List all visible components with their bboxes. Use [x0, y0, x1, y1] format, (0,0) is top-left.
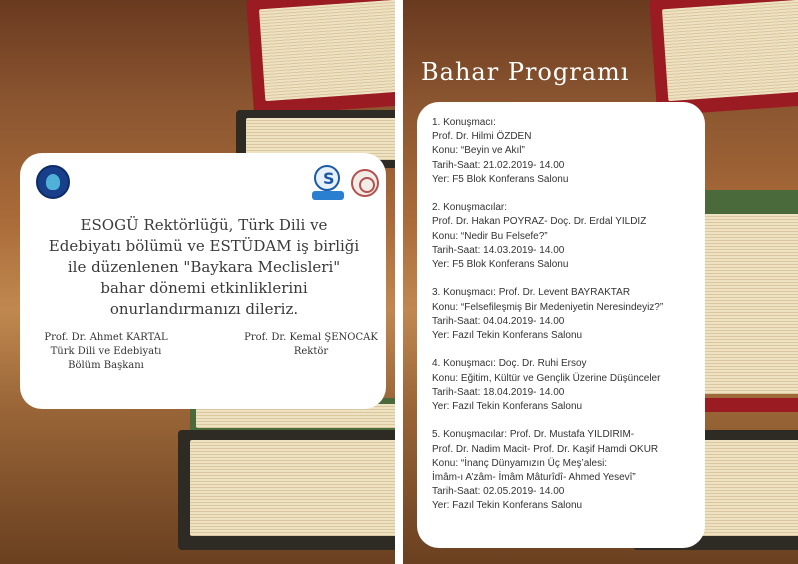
invitation-line: ESOGÜ Rektörlüğü, Türk Dili ve	[80, 216, 328, 234]
invitation-line: ile düzenlenen "Baykara Meclisleri"	[67, 258, 341, 276]
book-pages-bottom	[190, 440, 395, 536]
program-line: Tarih-Saat: 14.03.2019- 14.00	[432, 244, 565, 256]
program-title: Bahar Programı	[421, 58, 630, 86]
signature-role: Bölüm Başkanı	[68, 360, 144, 371]
esogu-logo-icon	[36, 165, 70, 199]
program-line: Tarih-Saat: 21.02.2019- 14.00	[432, 159, 565, 171]
program-line: Konu: “Beyin ve Akıl”	[432, 145, 525, 157]
university-seal-icon	[351, 169, 379, 197]
program-line: Konu: “İnanç Dünyamızın Üç Meş’alesi:	[432, 457, 608, 469]
program-line: Konu: Eğitim, Kültür ve Gençlik Üzerine Düşünceler	[432, 372, 661, 384]
program-line: 3. Konuşmacı: Prof. Dr. Levent BAYRAKTAR	[432, 287, 631, 299]
signature-role: Türk Dili ve Edebiyatı	[50, 346, 162, 357]
invitation-text	[34, 215, 374, 320]
program-line: Tarih-Saat: 04.04.2019- 14.00	[432, 315, 565, 327]
program-line: Yer: Fazıl Tekin Konferans Salonu	[432, 500, 583, 512]
program-line: 4. Konuşmacı: Doç. Dr. Ruhi Ersoy	[432, 358, 587, 370]
program-item	[432, 357, 698, 414]
invitation-panel	[0, 0, 395, 564]
program-line: 1. Konuşmacı:	[432, 117, 496, 128]
program-list	[432, 116, 698, 528]
signature-role: Rektör	[293, 346, 329, 357]
program-item	[432, 428, 698, 513]
program-line: Tarih-Saat: 02.05.2019- 14.00	[432, 486, 565, 498]
invitation-line: bahar dönemi etkinliklerini	[100, 279, 308, 297]
program-item	[432, 116, 698, 187]
book-pages-top	[259, 0, 395, 101]
invitation-line: Edebiyatı bölümü ve ESTÜDAM iş birliği	[48, 237, 360, 255]
invitation-card	[20, 153, 386, 409]
estudam-logo-icon	[312, 165, 344, 201]
program-line: Yer: F5 Blok Konferans Salonu	[432, 173, 569, 185]
signature-name: Prof. Dr. Ahmet KARTAL	[44, 332, 168, 343]
program-line: Prof. Dr. Hakan POYRAZ- Doç. Dr. Erdal YILDIZ	[432, 216, 647, 228]
program-line: Yer: Fazıl Tekin Konferans Salonu	[432, 401, 583, 413]
program-line: İmâm-ı A’zâm- İmâm Mâturîdî- Ahmed Yesevî”	[432, 472, 636, 484]
program-line: Konu: “Felsefileşmiş Bir Medeniyetin Neresindeyiz?”	[432, 301, 664, 313]
program-line: Tarih-Saat: 18.04.2019- 14.00	[432, 386, 565, 398]
program-line: 2. Konuşmacılar:	[432, 202, 508, 214]
program-card	[417, 102, 705, 548]
program-line: Konu: “Nedir Bu Felsefe?”	[432, 230, 548, 242]
program-line: Prof. Dr. Nadim Macit- Prof. Dr. Kaşif Hamdi OKUR	[432, 443, 659, 455]
book-pages-top	[662, 0, 798, 101]
program-line: Yer: F5 Blok Konferans Salonu	[432, 259, 569, 271]
signature-name: Prof. Dr. Kemal ŞENOCAK	[244, 332, 378, 343]
program-line: Yer: Fazıl Tekin Konferans Salonu	[432, 330, 583, 342]
program-item	[432, 201, 698, 272]
program-line: 5. Konuşmacılar: Prof. Dr. Mustafa YILDIRIM-	[432, 429, 635, 441]
signature-rector	[238, 331, 384, 359]
program-line: Prof. Dr. Hilmi ÖZDEN	[432, 131, 532, 143]
program-item	[432, 286, 698, 343]
signature-department-head	[36, 331, 176, 373]
invitation-line: onurlandırmanızı dileriz.	[109, 300, 299, 318]
program-panel	[403, 0, 798, 564]
